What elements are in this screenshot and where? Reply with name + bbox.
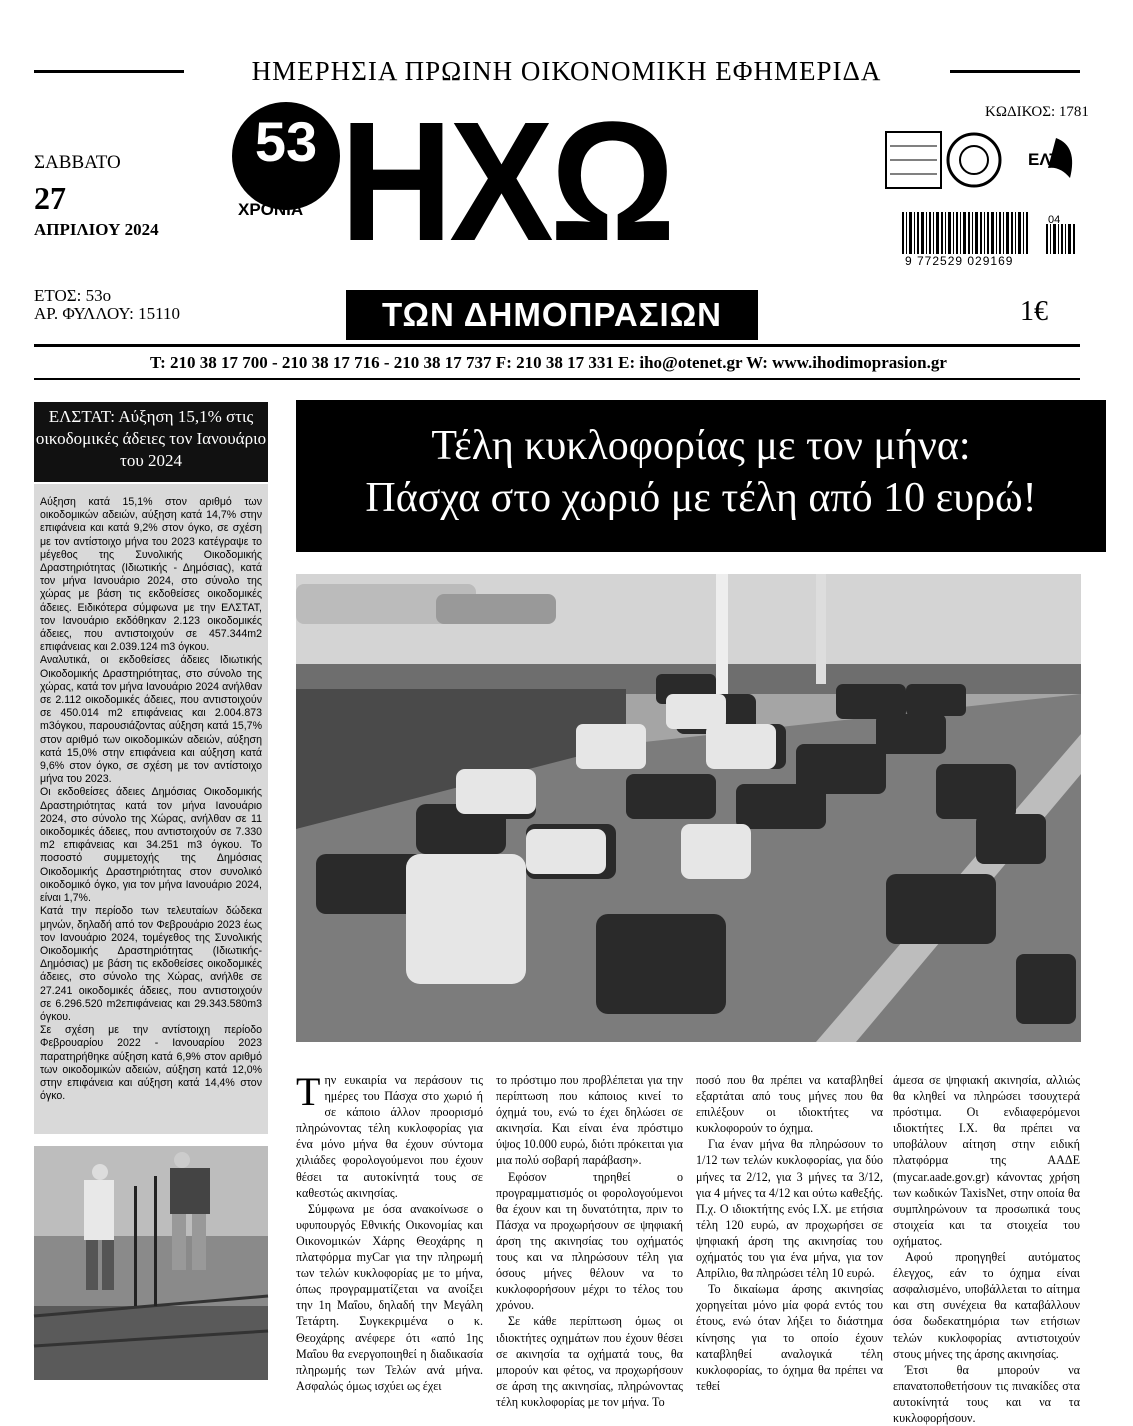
article-column-1 [296, 1069, 483, 1393]
article-column-3 [696, 1072, 883, 1393]
construction-photo [34, 1146, 268, 1380]
anniversary-badge [232, 102, 340, 210]
masthead-title: ΗΧΩ [340, 87, 672, 277]
month-year: ΑΠΡΙΛΙΟΥ 2024 [34, 220, 159, 239]
issue-label: ΑΡ. ΦΥΛΛΟΥ: 15110 [34, 304, 180, 323]
article-paragraph: ην ευκαιρία να περάσουν τις ημέρες του Πάσχα στο χωριό ή σε κάποιο άλλον προορισμό πληρώνοντας τέλη κυκλοφορίας για ένα μόνο μήνα θα έχουν σύντομα χιλιάδες φορολογούμενοι που έχουν θέσει τα αυτοκίνητά τους σε καθεστώς ακινησίας. [296, 1073, 483, 1200]
anniversary-label: ΧΡΟΝΙΑ [238, 200, 304, 219]
sidebar-paragraph: Οι εκδοθείσες άδειες Δημόσιας Οικοδομικής Δραστηριότητας κατά τον μήνα Ιανουάριο 2024, στο σύνολο της Χώρας, ανήλθαν σε 11 οικοδομικές άδειες, που αντιστοιχούν σε 7.330 m2 επιφάνειας και 34.251 m3 όγκου. Το ποσοστό συμμετοχής της Δημόσιας Οικοδομικής Δραστηριότητας στον συνολικό οικοδομικό όγκο, για τον μήνα Ιανουάριο 2024, είναι 1,7%. [40, 786, 262, 905]
masthead-subtitle: ΤΩΝ ΔΗΜΟΠΡΑΣΙΩΝ [346, 290, 758, 340]
article-paragraph: το πρόστιμο που προβλέπεται για την περίπτωση που κάποιος κινεί το όχημά του, ενώ το έχει δηλώσει σε ακινησία. Και είναι ένα πρόστιμο ύψος 10.000 ευρώ, διότι πρόκειται για μια πολύ σοβαρή παράβαση». [496, 1073, 683, 1168]
tagline: ΗΜΕΡΗΣΙΑ ΠΡΩΙΝΗ ΟΙΚΟΝΟΜΙΚΗ ΕΦΗΜΕΡΙΔΑ [251, 56, 882, 86]
sidebar-body [34, 484, 268, 1134]
headline-line-2: Πάσχα στο χωριό με τέλη από 10 ευρώ! [365, 475, 1037, 521]
article-paragraph: Σύμφωνα με όσα ανακοίνωσε ο υφυπουργός Εθνικής Οικονομίας και Οικονομικών Χάρης Θεοχάρης η πλατφόρμα myCar για την πληρωμή των τελών κυκλοφορίας με το μήνα, όπως προγραμματίζεται να ανοίξει την 1η Μαΐου, δηλαδή την Μεγάλη Τετάρτη. Συγκεκριμένα ο κ. Θεοχάρης ανέφερε ότι «από 1ης Μαΐου θα ενεργοποιηθεί η διαδικασία πληρωμής των Τελών ανά μήνα. Ασφαλώς όμως ισχύει ως έχει [296, 1201, 483, 1393]
year-label: ΕΤΟΣ: 53ο [34, 286, 112, 305]
main-headline [296, 400, 1106, 552]
article-paragraph: Έτσι θα μπορούν να επανατοποθετήσουν τις πινακίδες στα αυτοκίνητά τους και να τα κυκλοφορήσουν. [893, 1362, 1080, 1425]
contact-rule-bottom [34, 378, 1080, 380]
barcode-addon: 04 [1048, 214, 1061, 226]
article-dropcap: Τ [296, 1069, 321, 1114]
article-column-2 [496, 1072, 683, 1409]
anniversary-number: 53 [254, 110, 318, 173]
sidebar-paragraph: Αύξηση κατά 15,1% στον αριθμό των οικοδομικών αδειών, αύξηση κατά 14,7% στην επιφάνεια και κατά 9,2% στον όγκο, σε σχέση με τον αντίστοιχο μήνα του 2023 κατέγραψε το μέγεθος της Συνολικής Οικοδομικής Δραστηριότητας (Ιδιωτικής - Δημόσιας), κατά τον μήνα Ιανουάριο 2024, στο σύνολο της χώρας με βάση τις εκδοθείσες οικοδομικές άδειες. Ειδικότερα σύμφωνα με την ΕΛΣΤΑΤ, τον Ιανουάριο εκδόθηκαν 2.123 οικοδομικές άδειες, που αντιστοιχούν σε 457.344m2 επιφάνειας και 2.039.124 m3 όγκου. [40, 496, 262, 654]
article-paragraph: Σε κάθε περίπτωση όμως οι ιδιοκτήτες οχημάτων που έχουν θέσει σε ακινησία τα οχήματά τους, θα μπορούν και φέτος, να προχωρήσουν σε άρση της ακινησίας, πληρώνοντας τέλη κυκλοφορίας με τον μήνα. Το [496, 1314, 683, 1409]
headline-line-1: Τέλη κυκλοφορίας με τον μήνα: [431, 423, 971, 469]
article-paragraph: ποσό που θα πρέπει να καταβληθεί εξαρτάται από τους μήνες που θα επιλέξουν οι ιδιοκτήτες να κυκλοφορούν το όχημα. [696, 1073, 883, 1136]
article-paragraph: Εφόσον τηρηθεί ο προγραμματισμός οι φορολογούμενοι θα έχουν και τη δυνατότητα, πριν το Πάσχα να προχωρήσουν σε ψηφιακή άρση της ακινησίας του οχήματός τους και να πληρώσουν τέλη για όσους μήνες θέλουν να το κυκλοφορήσουν μέχρι το τέλος του χρόνου. [496, 1169, 683, 1313]
price-label: 1€ [1020, 296, 1048, 327]
elta-label: ΕΛΤΑ [1028, 150, 1071, 169]
sidebar-title: ΕΛΣΤΑΤ: Αύξηση 15,1% στις οικοδομικές άδειες τον Ιανουάριο του 2024 [34, 402, 268, 482]
article-paragraph: Το δικαίωμα άρσης ακινησίας χορηγείται μόνο μία φορά εντός του έτους, ενώ όταν λήξει το διάστημα κίνησης για το οποίο έχουν καταβληθεί αναλογικά τέλη κυκλοφορίας, το όχημα θα πρέπει να τεθεί [696, 1282, 883, 1393]
sidebar-paragraph: Κατά την περίοδο των τελευταίων δώδεκα μηνών, δηλαδή από τον Φεβρουάριο 2023 έως τον Ιανουάριο 2024, τομέγεθος της Συνολικής Οικοδομικής Δραστηριότητας (Ιδιωτικής-Δημόσιας) με βάση τις εκδοθείσες οικοδομικές άδειες, στο σύνολο της Χώρας, ανήλθε σε 27.241 οικοδομικές άδειες, που αντιστοιχούν σε 6.296.520 m2επιφάνειας και 29.343.580m3 όγκου. [40, 905, 262, 1023]
barcode-number: 9 772529 029169 [905, 254, 1014, 268]
article-paragraph: άμεσα σε ψηφιακή ακινησία, αλλιώς θα κληθεί να πληρώσει τσουχτερά πρόστιμα. Οι ενδιαφερόμενοι ιδιοκτήτες Ι.Χ. θα πρέπει να υποβάλουν αίτηση στην ειδική πλατφόρμα της ΑΑΔΕ (mycar.aade.gov.gr) κάνοντας χρήση των κωδικών TaxisNet, στην οποία θα συμπληρώνουν τα προσωπικά τους στοιχεία και τα στοιχεία του οχήματος. [893, 1073, 1080, 1248]
sidebar-paragraph: Αναλυτικά, οι εκδοθείσες άδειες Ιδιωτικής Οικοδομικής Δραστηριότητας, στο σύνολο της χώρας, κατά τον μήνα Ιανουάριο 2024 ανήλθαν σε 2.112 οικοδομικές άδειες, που αντιστοιχούν σε 450.014 m2 επιφάνειας και 2.004.873 m3όγκου, παρουσιάζοντας αύξηση κατά 15,7% στον αριθμό των οικοδομικών αδειών, αύξηση κατά 15,0% στην επιφάνεια και αύξηση κατά 9,6% στον όγκο, σε σχέση με τον αντίστοιχο μήνα του 2023. [40, 654, 262, 786]
traffic-photo [296, 574, 1081, 1042]
code-label: ΚΩΔΙΚΟΣ: 1781 [985, 104, 1089, 120]
article-column-4 [893, 1072, 1080, 1425]
seal-icon [948, 134, 1000, 186]
article-paragraph: Για έναν μήνα θα πληρώσουν το 1/12 των τελών κυκλοφορίας, για δύο μήνες τα 2/12, για 3 μήνες τα 3/12, για 4 μήνες τα 4/12 και ούτω καθεξής. Π.χ. Ο ιδιοκτήτης ενός Ι.Χ. με ετήσια τέλη 120 ευρώ, αν προχωρήσει σε ψηφιακή άρση της ακινησίας του οχήματός του για ένα μήνα, για τον Απρίλιο, θα πληρώσει τέλη 10 ευρώ. [696, 1137, 883, 1281]
sidebar-paragraph: Σε σχέση με την αντίστοιχη περίοδο Φεβρουαρίου 2022 - Ιανουαρίου 2023 παρατηρήθηκε αύξηση κατά 6,9% στον αριθμό των οικοδομικών αδειών, αύξηση κατά 12,0% στην επιφάνεια και αύξηση κατά 14,4% στον όγκο. [40, 1024, 262, 1103]
date-number: 27 [34, 180, 66, 216]
contact-rule-top [34, 344, 1080, 347]
contact-line: T: 210 38 17 700 - 210 38 17 716 - 210 38 17 737 F: 210 38 17 331 E: iho@otenet.gr W: www.ihodimoprasion.gr [150, 353, 947, 372]
article-paragraph: Αφού προηγηθεί αυτόματος έλεγχος, εάν το όχημα είναι ασφαλισμένο, υποβάλλεται το αίτημα και στη συνέχεια θα καταβάλλουν όσα δωδεκατημόρια των ετήσιων τελών κυκλοφορίας αντιστοιχούν στους μήνες της άρσης ακινησίας. [893, 1250, 1080, 1361]
day-label: ΣΑΒΒΑΤΟ [34, 152, 121, 173]
